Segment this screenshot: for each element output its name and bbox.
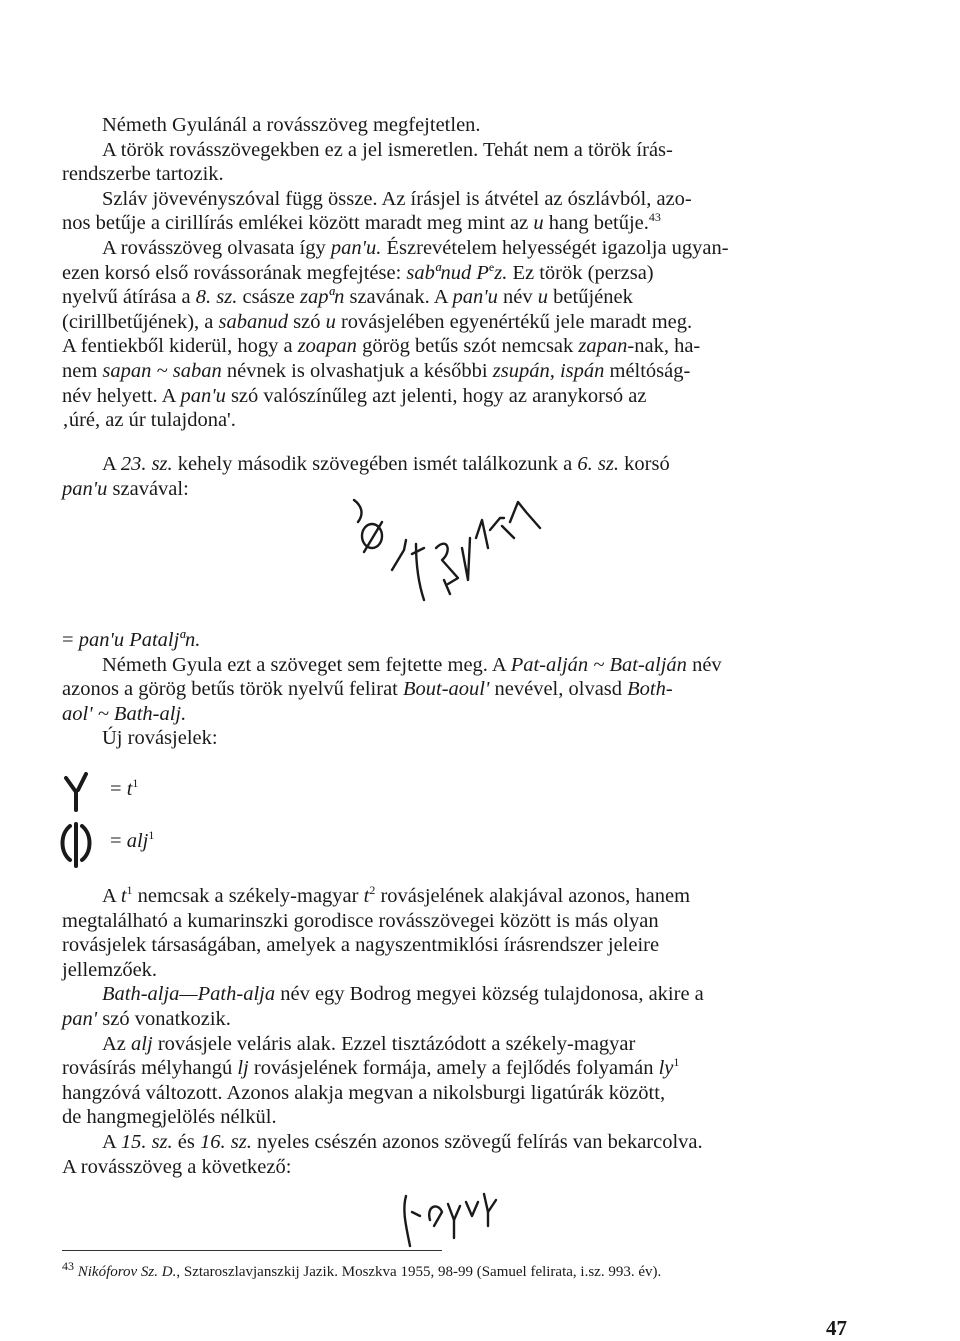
- paragraph-block-1: [62, 113, 854, 433]
- text-line: nem sapan ~ saban névnek is olvashatjuk a későbbi zsupán, ispán méltóság-: [62, 359, 691, 382]
- text-line: ezen korsó első rovássorának megfejtése: sabªnud $P^ez$. Ez török (perzsa): [62, 259, 654, 284]
- text-line: rovásírás mélyhangú lj rovásjelének formája, amely a fejlődés folyamán $ly^1$: [62, 1055, 680, 1080]
- text-line: pan' szó vonatkozik.: [62, 1007, 231, 1030]
- footnote-ref: 43: [648, 210, 661, 225]
- text-line: A 15. sz. és 16. sz. nyeles csészén azonos szövegű felírás van bekarcolva.: [102, 1130, 703, 1153]
- text-line: azonos a görög betűs török nyelvű felirat Bout-aoul' nevével, olvasd Both-: [62, 678, 673, 701]
- sign-equation-t1: = $t^1$: [110, 776, 139, 800]
- text-line: hangzóvá változott. Azonos alakja megvan a nikolsburgi ligatúrák között,: [62, 1081, 666, 1104]
- text-line: Új rovásjelek:: [102, 727, 218, 750]
- text-line: megtalálható a kumarinszki gorodisce rovásszövegei között is más olyan: [62, 909, 659, 932]
- rune-inscription-image: [340, 488, 580, 608]
- text-line: ‚úré, az úr tulajdona'.: [62, 409, 236, 432]
- text-line: aol' ~ Bath-alj.: [62, 702, 187, 725]
- paragraph-block-4: [62, 884, 854, 1179]
- text-line: A török rovásszövegekben ez a jel ismeretlen. Tehát nem a török írás-: [102, 138, 673, 161]
- text-line: = pan'u Pataljªn.: [62, 629, 201, 651]
- footnote-divider: [62, 1250, 442, 1251]
- text-line: nos betűje a cirillírás emlékei között maradt meg mint az u hang betűje.$^{43}$: [62, 210, 661, 235]
- paragraph-block-3: [62, 628, 854, 751]
- text-line: Szláv jövevényszóval függ össze. Az írásjel is átvétel az ószlávból, azo-: [102, 187, 692, 210]
- text-line: név helyett. A pan'u szó valószínűleg azt jelenti, hogy az aranykorsó az: [62, 384, 647, 407]
- text-line: de hangmegjelölés nélkül.: [62, 1106, 277, 1129]
- text-line: nyelvű átírása a 8. sz. császe zapªn szavának. A pan'u név u betűjének: [62, 286, 633, 309]
- rune-sign-alj1-icon: [58, 820, 98, 870]
- rune-sign-t1-icon: [60, 770, 96, 814]
- text-line: Az alj rovásjele veláris alak. Ezzel tisztázódott a székely-magyar: [102, 1032, 636, 1055]
- footnote: $^{43}$ Nikóforov Sz. D., Sztaroszlavjanszkij Jazik. Moszkva 1955, 98-99 (Samuel felirata, i.sz. 993. év).: [62, 1259, 662, 1280]
- text-line: rovásjelek társaságában, amelyek a nagyszentmiklósi írásrendszer jeleire: [62, 934, 660, 957]
- text-line: Németh Gyulánál a rovásszöveg megfejtetlen.: [102, 114, 481, 136]
- text-line: A rovásszöveg olvasata így pan'u. Észrevételem helyességét igazolja ugyan-: [102, 236, 729, 259]
- text-line: pan'u szavával:: [62, 477, 189, 500]
- rune-inscription-image-2: [396, 1186, 516, 1252]
- text-line: A fentiekből kiderül, hogy a zoapan görög betűs szót nemcsak zapan-nak, ha-: [62, 335, 701, 358]
- text-line: Németh Gyula ezt a szöveget sem fejtette meg. A Pat-alján ~ Bat-alján név: [102, 653, 722, 676]
- text-line: A $t^1$ nemcsak a székely-magyar $t^2$ rovásjelének alakjával azonos, hanem: [102, 883, 691, 907]
- text-line: jellemzőek.: [62, 958, 158, 981]
- page-number: 47: [826, 1316, 847, 1340]
- text-line: rendszerbe tartozik.: [62, 163, 224, 186]
- text-line: A rovásszöveg a következő:: [62, 1155, 292, 1178]
- sign-equation-alj1: = alj$^1$: [110, 828, 155, 852]
- text-line: A 23. sz. kehely második szövegében ismét találkozunk a 6. sz. korsó: [102, 453, 670, 475]
- text-line: (cirillbetűjének), a sabanud szó u rovásjelében egyenértékű jele maradt meg.: [62, 310, 693, 333]
- text-line: Bath-alja—Path-alja név egy Bodrog megyei község tulajdonosa, akire a: [102, 983, 704, 1006]
